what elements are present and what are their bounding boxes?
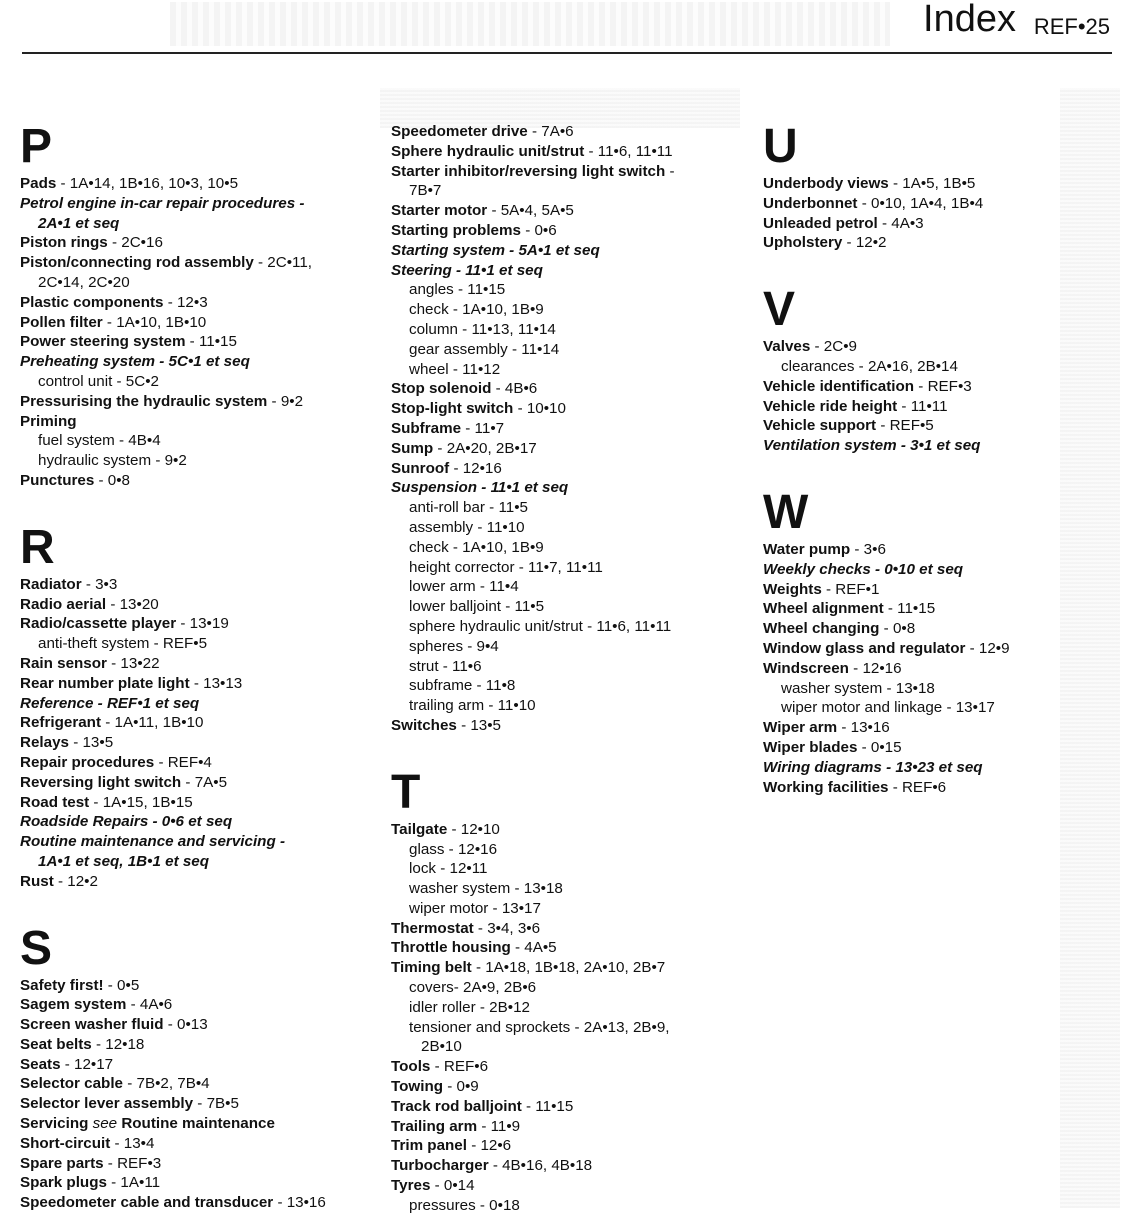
index-entry: [763, 599, 1123, 619]
entry-term: Trim panel: [391, 1137, 467, 1155]
entry-pages: - 0•10, 1A•4, 1B•4: [857, 194, 984, 212]
entry-term: Vehicle identification: [763, 377, 915, 395]
sub-entry: hydraulic system - 9•2: [38, 452, 187, 470]
entry-pages: - 13•19: [176, 615, 229, 633]
index-entry: [20, 471, 380, 491]
sub-entry: fuel system - 4B•4: [38, 432, 161, 450]
index-entry: [20, 812, 380, 832]
entry-pages: - 7A•6: [527, 123, 574, 140]
index-entry: [20, 332, 380, 352]
sub-entry: spheres - 9•4: [409, 637, 499, 655]
entry-term: Selector lever assembly: [20, 1095, 194, 1113]
index-entry: [763, 233, 1123, 253]
entry-term: Reference - REF•1 et seq: [20, 694, 200, 712]
entry-term: Servicing: [20, 1115, 89, 1133]
entry-pages: - 7B•2, 7B•4: [123, 1075, 210, 1093]
entry-pages: - 5A•4, 5A•5: [487, 202, 574, 220]
show-through-band: [170, 2, 890, 46]
index-entry: [391, 261, 751, 281]
index-entry: [391, 439, 751, 459]
index-entry: [20, 392, 380, 412]
entry-pages: - 13•20: [106, 595, 159, 613]
index-entry: [20, 1015, 380, 1035]
index-entry: [391, 459, 751, 479]
entry-term: Pollen filter: [20, 313, 103, 331]
index-column-3: [763, 120, 1123, 797]
entry-pages: - 1A•11, 1B•10: [101, 714, 204, 732]
sub-entry: anti-roll bar - 11•5: [409, 499, 528, 517]
entry-pages: - 7B•5: [193, 1095, 239, 1113]
index-entry: [20, 233, 380, 253]
entry-term: Wiring diagrams - 13•23 et seq: [763, 758, 983, 776]
entry-term: Starting system - 5A•1 et seq: [391, 241, 600, 259]
index-entry: [391, 958, 751, 978]
entry-term: Thermostat: [391, 919, 474, 937]
sub-entry: lower arm - 11•4: [409, 578, 519, 596]
index-entry: [391, 1077, 751, 1097]
entry-pages: - 1A•15, 1B•15: [89, 793, 193, 811]
index-entry: [20, 654, 380, 674]
entry-term: Road test: [20, 793, 90, 811]
entry-term: Underbody views: [763, 175, 889, 192]
index-entry: [20, 1134, 380, 1154]
entry-pages: - REF•6: [888, 778, 947, 796]
index-entry: [763, 337, 1123, 357]
index-entry: [391, 1156, 751, 1176]
entry-term: Refrigerant: [20, 714, 102, 732]
entry-pages: - 2C•11,: [253, 254, 312, 272]
entry-pages: - 12•2: [842, 234, 887, 252]
entry-term: Wheel changing: [763, 620, 880, 638]
entry-term: Speedometer drive: [391, 123, 528, 140]
section-letter: R: [20, 520, 55, 574]
index-entry: [763, 377, 1123, 397]
entry-pages: - 0•13: [163, 1016, 208, 1034]
entry-pages: - 3•4, 3•6: [473, 919, 541, 937]
index-entry: [763, 174, 1123, 194]
entry-pages: - 9•2: [267, 392, 304, 410]
sub-entry: check - 1A•10, 1B•9: [409, 538, 544, 556]
sub-entry: lower balljoint - 11•5: [409, 598, 545, 616]
entry-pages: - 1A•11: [106, 1174, 161, 1192]
entry-pages: - 0•8: [879, 620, 916, 638]
entry-term: Stop-light switch: [391, 400, 514, 418]
sub-entry: clearances - 2A•16, 2B•14: [781, 357, 958, 375]
entry-term: Seats: [20, 1055, 61, 1073]
entry-pages: - 0•14: [430, 1177, 475, 1195]
index-entry: [391, 142, 751, 162]
sub-entry: check - 1A•10, 1B•9: [409, 301, 544, 319]
index-entry: [20, 194, 380, 214]
sub-entry: idler roller - 2B•12: [409, 998, 530, 1016]
entry-pages: - 2A•20, 2B•17: [433, 439, 537, 457]
sub-entry: tensioner and sprockets - 2A•13, 2B•9,: [409, 1018, 670, 1036]
entry-term: Sump: [391, 439, 434, 457]
entry-pages: - 3•6: [850, 540, 886, 558]
entry-pages: - 11•7: [461, 419, 505, 437]
entry-pages: - 1A•5, 1B•5: [888, 175, 976, 192]
page-title: Index: [923, 0, 1016, 40]
sub-entry: angles - 11•15: [409, 281, 506, 299]
sub-entry: gear assembly - 11•14: [409, 340, 560, 358]
entry-pages: - 1A•18, 1B•18, 2A•10, 2B•7: [471, 959, 666, 977]
entry-term: Weights: [763, 580, 822, 598]
entry-pages: - REF•4: [154, 753, 212, 771]
index-entry: [391, 1176, 751, 1196]
entry-term: Towing: [391, 1078, 444, 1096]
entry-term: Rust: [20, 872, 54, 890]
entry-pages: - 13•5: [68, 734, 114, 752]
entry-pages: - REF•5: [876, 417, 934, 435]
entry-term: Tailgate: [391, 820, 448, 838]
index-entry: [763, 718, 1123, 738]
entry-term: Ventilation system - 3•1 et seq: [763, 437, 981, 455]
entry-pages: - 13•16: [837, 719, 890, 737]
entry-pages: - 12•17: [60, 1055, 114, 1073]
entry-term: Preheating system - 5C•1 et seq: [20, 353, 250, 371]
entry-term: Relays: [20, 734, 69, 752]
entry-term: Weekly checks - 0•10 et seq: [763, 560, 964, 578]
entry-pages: - 1A•14, 1B•16, 10•3, 10•5: [56, 175, 239, 192]
entry-term: Sagem system: [20, 996, 127, 1014]
index-entry: [20, 793, 380, 813]
index-entry: [763, 194, 1123, 214]
entry-pages: - 11•15: [883, 600, 936, 618]
entry-term: Suspension - 11•1 et seq: [391, 479, 569, 497]
entry-pages: - 12•6: [466, 1137, 512, 1155]
entry-pages: - 4B•6: [491, 380, 538, 398]
entry-term: Vehicle support: [763, 417, 877, 435]
index-entry: [391, 201, 751, 221]
index-entry: [391, 716, 751, 736]
entry-term: Windscreen: [763, 659, 849, 677]
entry-term: Spark plugs: [20, 1174, 107, 1192]
entry-pages: - 11•9: [477, 1117, 521, 1135]
entry-pages: - 0•5: [103, 976, 140, 994]
entry-continuation: 1A•1 et seq, 1B•1 et seq: [38, 852, 210, 870]
index-column-1: [20, 120, 380, 1213]
section-letter: V: [763, 283, 796, 337]
entry-term: Spare parts: [20, 1154, 104, 1172]
entry-term: Power steering system: [20, 333, 186, 351]
see-target: Routine maintenance: [121, 1115, 275, 1133]
page-number: REF•25: [1033, 14, 1110, 39]
sub-entry: pressures - 0•18: [409, 1196, 520, 1214]
entry-term: Starter motor: [391, 202, 488, 220]
index-entry: [20, 832, 380, 852]
entry-pages: - 11•11: [897, 397, 948, 415]
entry-term: Steering - 11•1 et seq: [391, 261, 543, 279]
entry-term: Unleaded petrol: [763, 214, 878, 232]
entry-pages: - 13•5: [456, 716, 501, 734]
entry-term: Safety first!: [20, 976, 104, 994]
entry-term: Roadside Repairs - 0•6 et seq: [20, 813, 233, 831]
sub-entry: control unit - 5C•2: [38, 372, 159, 390]
entry-pages: - 1A•10, 1B•10: [102, 313, 207, 331]
entry-term: Underbonnet: [763, 194, 858, 212]
sub-entry: lock - 12•11: [409, 860, 488, 878]
entry-term: Seat belts: [20, 1035, 92, 1053]
entry-pages: - 12•3: [163, 293, 208, 311]
sub-entry: wheel - 11•12: [409, 360, 501, 378]
section-letter: W: [763, 485, 809, 539]
index-entry: [20, 1193, 380, 1213]
index-entry: [20, 872, 380, 892]
entry-term: Stop solenoid: [391, 380, 492, 398]
index-entry: [391, 1057, 751, 1077]
entry-pages: - 11•15: [185, 333, 237, 351]
index-entry: [20, 1055, 380, 1075]
entry-term: Rain sensor: [20, 654, 107, 672]
entry-term: Piston rings: [20, 234, 108, 252]
entry-term: Petrol engine in-car repair procedures -: [20, 194, 305, 212]
sub-entry: trailing arm - 11•10: [409, 697, 536, 715]
entry-pages: - 4A•5: [510, 939, 557, 957]
entry-term: Radio aerial: [20, 595, 107, 613]
entry-term: Tools: [391, 1058, 431, 1076]
index-entry: [391, 399, 751, 419]
entry-pages: - 13•4: [110, 1134, 155, 1152]
entry-pages: - 0•15: [857, 738, 902, 756]
index-entry: [391, 820, 751, 840]
index-entry: [763, 436, 1123, 456]
entry-pages: - 0•9: [443, 1078, 479, 1096]
index-entry: [20, 412, 380, 432]
entry-pages: - 13•16: [273, 1194, 326, 1212]
entry-pages: - 11•15: [521, 1097, 574, 1115]
sub-entry: anti-theft system - REF•5: [38, 635, 208, 653]
entry-continuation: 2C•14, 2C•20: [38, 273, 130, 291]
index-entry: [391, 379, 751, 399]
entry-pages: - 12•16: [848, 659, 902, 677]
entry-pages: - 0•8: [94, 471, 130, 489]
entry-term: Wheel alignment: [763, 600, 884, 618]
entry-term: Trailing arm: [391, 1117, 478, 1135]
entry-term: Tyres: [391, 1177, 431, 1195]
header-rule: [22, 52, 1112, 54]
entry-pages: - 4B•16, 4B•18: [488, 1157, 593, 1175]
entry-pages: - 4A•6: [126, 996, 173, 1014]
entry-term: Wiper arm: [763, 719, 838, 737]
entry-term: Rear number plate light: [20, 674, 190, 692]
sub-entry: column - 11•13, 11•14: [409, 320, 556, 338]
entry-pages: - 0•6: [520, 221, 557, 239]
index-entry: [763, 214, 1123, 234]
index-entry: [20, 595, 380, 615]
index-entry: [20, 575, 380, 595]
index-entry: [763, 778, 1123, 798]
entry-term: Timing belt: [391, 959, 472, 977]
entry-term: Routine maintenance and servicing -: [20, 833, 285, 851]
entry-term: Sunroof: [391, 459, 450, 477]
entry-pages: - REF•6: [430, 1058, 489, 1076]
index-entry: [391, 478, 751, 498]
entry-pages: - 12•10: [447, 820, 500, 838]
entry-term: Valves: [763, 338, 811, 356]
entry-continuation: 2A•1 et seq: [38, 214, 120, 232]
entry-pages: - 10•10: [513, 400, 566, 418]
sub-entry: subframe - 11•8: [409, 677, 516, 695]
entry-term: Pressurising the hydraulic system: [20, 392, 268, 410]
entry-term: Water pump: [763, 540, 851, 558]
index-entry: [20, 773, 380, 793]
entry-pages: - 4A•3: [877, 214, 924, 232]
index-entry: [391, 122, 751, 142]
sub-entry: wiper motor - 13•17: [409, 899, 541, 917]
index-column-2: [391, 122, 751, 1216]
index-entry: [20, 995, 380, 1015]
index-entry: [20, 614, 380, 634]
entry-term: Punctures: [20, 471, 95, 489]
index-entry: [391, 1117, 751, 1137]
entry-term: Piston/connecting rod assembly: [20, 254, 254, 272]
entry-term: Upholstery: [763, 234, 843, 252]
entry-term: Reversing light switch: [20, 773, 182, 791]
index-entry: [391, 162, 751, 182]
section-letter: U: [763, 120, 798, 173]
entry-pages: - REF•3: [914, 377, 972, 395]
entry-pages: - 7A•5: [181, 773, 228, 791]
index-entry: [20, 753, 380, 773]
index-entry: [20, 313, 380, 333]
index-entry: [763, 659, 1123, 679]
see-reference: see: [88, 1115, 122, 1133]
entry-term: Working facilities: [763, 778, 889, 796]
index-entry: [20, 694, 380, 714]
entry-term: Throttle housing: [391, 939, 511, 957]
entry-pages: - 12•18: [91, 1035, 145, 1053]
index-entry: [763, 619, 1123, 639]
index-entry: [20, 352, 380, 372]
section-letter: P: [20, 120, 53, 173]
entry-term: Window glass and regulator: [763, 639, 966, 657]
index-entry: [763, 738, 1123, 758]
entry-term: Short-circuit: [20, 1134, 111, 1152]
entry-term: Radiator: [20, 575, 82, 593]
index-entry: [763, 758, 1123, 778]
section-letter: T: [391, 765, 421, 819]
entry-pages: - 3•3: [81, 575, 118, 593]
sub-entry: wiper motor and linkage - 13•17: [781, 699, 995, 717]
entry-term: Speedometer cable and transducer: [20, 1194, 274, 1212]
index-entry: [391, 1097, 751, 1117]
entry-term: Subframe: [391, 419, 462, 437]
index-entry: [20, 293, 380, 313]
index-entry: [391, 938, 751, 958]
entry-term: Screen washer fluid: [20, 1016, 164, 1034]
entry-term: Track rod balljoint: [391, 1097, 522, 1115]
index-entry: [20, 713, 380, 733]
entry-term: Turbocharger: [391, 1157, 489, 1175]
entry-term: Plastic components: [20, 293, 164, 311]
index-entry: [20, 1094, 380, 1114]
entry-term: Switches: [391, 716, 457, 734]
entry-term: Starter inhibitor/reversing light switch: [391, 162, 666, 180]
entry-term: Selector cable: [20, 1075, 123, 1093]
sub-entry: washer system - 13•18: [409, 880, 563, 898]
index-entry: [20, 1074, 380, 1094]
entry-term: Wiper blades: [763, 738, 858, 756]
index-entry: [20, 1173, 380, 1193]
entry-pages: - 13•22: [106, 654, 160, 672]
entry-term: Starting problems: [391, 221, 521, 239]
entry-term: Repair procedures: [20, 753, 155, 771]
entry-term: Radio/cassette player: [20, 615, 177, 633]
index-entry: [763, 416, 1123, 436]
sub-entry: strut - 11•6: [409, 657, 482, 675]
entry-pages: - 2C•16: [107, 234, 163, 252]
sub-entry: glass - 12•16: [409, 840, 498, 858]
index-entry: [763, 540, 1123, 560]
entry-pages: - 2C•9: [810, 338, 857, 356]
entry-pages: - 13•13: [189, 674, 243, 692]
index-entry: [20, 174, 380, 194]
index-entry: [20, 1035, 380, 1055]
index-entry: [391, 1136, 751, 1156]
entry-term: Priming: [20, 412, 77, 430]
index-entry-see: [20, 1114, 380, 1134]
index-entry: [763, 560, 1123, 580]
entry-pages: - 12•9: [965, 639, 1010, 657]
index-entry: [763, 397, 1123, 417]
entry-pages: - 12•16: [449, 459, 502, 477]
entry-pages: - 11•6, 11•11: [584, 142, 673, 160]
index-entry: [763, 580, 1123, 600]
index-entry: [391, 221, 751, 241]
entry-pages: - REF•1: [821, 580, 880, 598]
entry-continuation: 7B•7: [409, 182, 442, 200]
index-entry: [391, 419, 751, 439]
index-entry: [20, 253, 380, 273]
index-entry: [20, 733, 380, 753]
index-entry: [20, 674, 380, 694]
index-entry: [763, 639, 1123, 659]
index-entry: [391, 919, 751, 939]
sub-entry: height corrector - 11•7, 11•11: [409, 558, 603, 576]
entry-term: Vehicle ride height: [763, 397, 898, 415]
sub-entry: sphere hydraulic unit/strut - 11•6, 11•11: [409, 617, 672, 635]
entry-pages: - REF•3: [103, 1154, 162, 1172]
index-entry: [391, 241, 751, 261]
entry-pages: -: [665, 162, 675, 180]
sub-entry: washer system - 13•18: [781, 679, 935, 697]
entry-continuation: 2B•10: [421, 1038, 462, 1056]
sub-entry: assembly - 11•10: [409, 518, 525, 536]
index-entry: [20, 1154, 380, 1174]
sub-entry: covers- 2A•9, 2B•6: [409, 979, 537, 997]
entry-pages: - 12•2: [53, 872, 98, 890]
section-letter: S: [20, 921, 53, 975]
index-entry: [20, 976, 380, 996]
entry-term: Pads: [20, 175, 57, 192]
page-header: [0, 0, 1128, 56]
entry-term: Sphere hydraulic unit/strut: [391, 142, 585, 160]
